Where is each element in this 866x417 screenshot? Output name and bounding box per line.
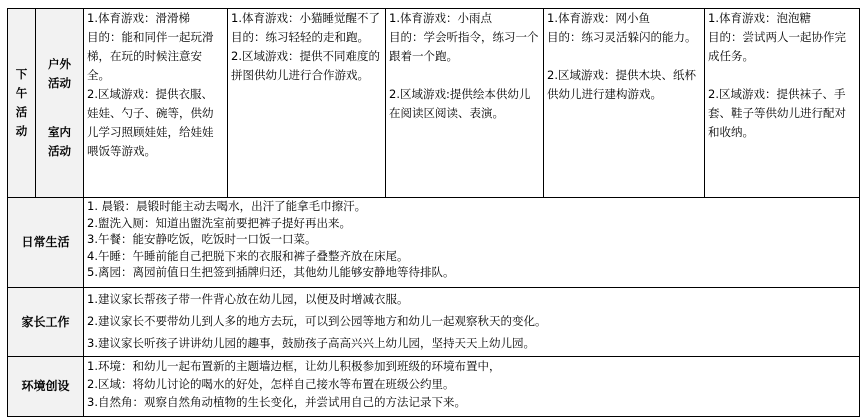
environment-row	[8, 357, 860, 417]
day-cell-4	[544, 9, 705, 198]
indoor-activity-label: 室内活动	[47, 125, 71, 158]
area-text: 2.区域游戏：提供袜子、手套、鞋子等供幼儿进行配对和收纳。	[708, 87, 846, 139]
day-cell-2	[228, 9, 386, 198]
daily-item: 3.午餐：能安静吃饭，吃饭时一口饭一口菜。	[87, 232, 317, 246]
environment-item: 2.区域：将幼儿讨论的喝水的好处，怎样自己接水等布置在班级公约里。	[87, 377, 455, 391]
day-cell-3	[386, 9, 544, 198]
area-text: 2.区域游戏：提供不同难度的拼图供幼儿进行合作游戏。	[231, 49, 380, 82]
game-text: 1.体育游戏：小雨点	[389, 11, 492, 25]
day-cell-1	[84, 9, 228, 198]
parents-label: 家长工作	[8, 288, 84, 357]
afternoon-sublabels	[36, 9, 84, 198]
area-text: 2.区域游戏：提供木块、纸杯供幼儿进行建构游戏。	[547, 68, 696, 101]
goal-text: 目的：尝试两人一起协作完成任务。	[708, 30, 846, 63]
daily-content	[84, 198, 860, 288]
goal-text: 目的：练习轻轻的走和跑。	[231, 30, 369, 44]
game-text: 1.体育游戏：小猫睡觉醒不了	[231, 11, 380, 25]
parents-item: 1.建议家长帮孩子带一件背心放在幼儿园，以便及时增减衣服。	[87, 292, 409, 306]
environment-label: 环境创设	[8, 357, 84, 417]
parents-content	[84, 288, 860, 357]
parents-row	[8, 288, 860, 357]
daily-label: 日常生活	[8, 198, 84, 288]
afternoon-row	[8, 9, 860, 198]
parents-item: 3.建议家长听孩子讲讲幼儿园的趣事，鼓励孩子高高兴兴上幼儿园，坚持天天上幼儿园。	[87, 336, 535, 350]
outdoor-activity-label: 户外活动	[47, 57, 71, 90]
goal-text: 目的：学会听指令，练习一个跟着一个跑。	[389, 30, 539, 63]
daily-item: 4.午睡：午睡前能自己把脱下来的衣服和裤子叠整齐放在床尾。	[87, 248, 409, 263]
environment-content	[84, 357, 860, 417]
goal-text: 目的：能和同伴一起玩滑梯，在玩的时候注意安全。	[87, 30, 214, 82]
area-text: 2.区域游戏：提供衣服、娃娃、勺子、碗等，供幼儿学习照顾娃娃，给娃娃喂饭等游戏。	[87, 87, 214, 158]
afternoon-label: 下午活动	[8, 9, 36, 198]
parents-item: 2.建议家长不要带幼儿到人多的地方去玩，可以到公园等地方和幼儿一起观察秋天的变化。	[87, 314, 547, 328]
weekly-plan-table	[7, 8, 860, 417]
daily-item: 2.盥洗入厕：知道出盥洗室前要把裤子提好再出来。	[87, 215, 351, 230]
area-text: 2.区域游戏:提供绘本供幼儿在阅读区阅读、表演。	[389, 87, 531, 120]
day-cell-5	[705, 9, 860, 198]
goal-text: 目的：练习灵活躲闪的能力。	[547, 30, 697, 44]
environment-item: 3.自然角：观察自然角动植物的生长变化，并尝试用自己的方法记录下来。	[87, 395, 466, 409]
daily-item: 1. 晨锻：晨锻时能主动去喝水，出汗了能拿毛巾擦汗。	[87, 199, 367, 213]
daily-item: 5.离园：离园前值日生把签到插牌归还，其他幼儿能够安静地等待排队。	[87, 265, 455, 279]
game-text: 1.体育游戏：泡泡糖	[708, 11, 811, 25]
daily-row	[8, 198, 860, 288]
environment-item: 1.环境：和幼儿一起布置新的主题墙边框，让幼儿积极参加到班级的环境布置中，	[87, 359, 501, 373]
game-text: 1.体育游戏：滑滑梯	[87, 11, 190, 25]
game-text: 1.体育游戏：网小鱼	[547, 11, 650, 25]
